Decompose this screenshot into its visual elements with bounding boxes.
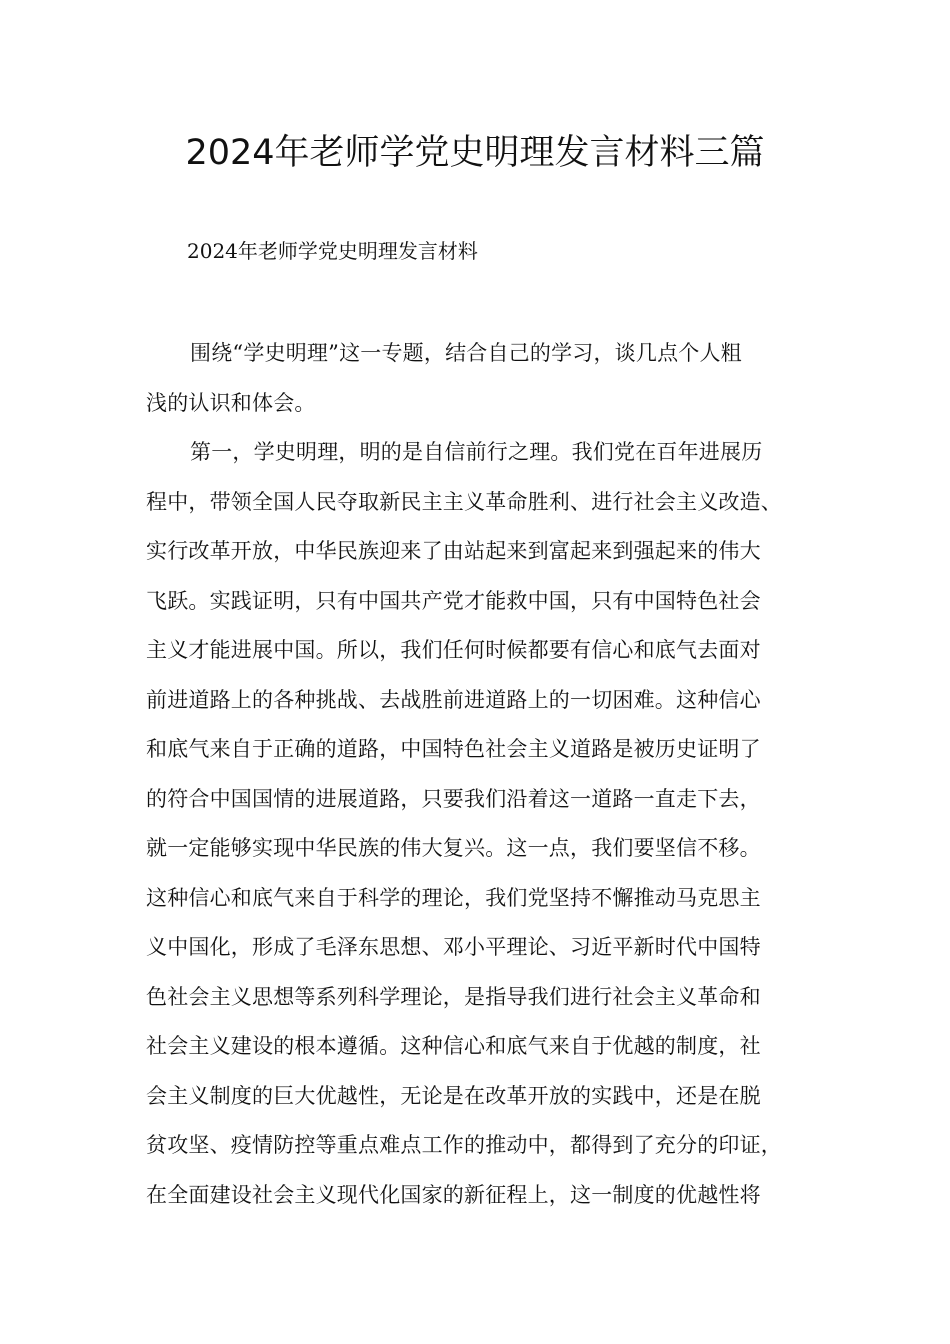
body-line: 主义才能进展中国。所以，我们任何时候都要有信心和底气去面对 [146,638,761,662]
body-line: 贫攻坚、疫情防控等重点难点工作的推动中，都得到了充分的印证， [146,1133,782,1157]
body-line: 在全面建设社会主义现代化国家的新征程上，这一制度的优越性将 [146,1182,761,1207]
body-line: 会主义制度的巨大优越性，无论是在改革开放的实践中，还是在脱 [146,1083,761,1108]
body-line: 社会主义建设的根本遵循。这种信心和底气来自于优越的制度，社 [146,1034,761,1058]
body-line: 前进道路上的各种挑战、去战胜前进道路上的一切困难。这种信心 [146,687,761,712]
document-subtitle: 2024年老师学党史明理发言材料 [187,239,478,263]
body-line: 浅的认识和体会。 [146,390,316,415]
body-line: 飞跃。实践证明，只有中国共产党才能救中国，只有中国特色社会 [146,588,761,613]
body-line: 色社会主义思想等系列科学理论，是指导我们进行社会主义革命和 [146,984,761,1009]
body-line: 程中，带领全国人民夺取新民主主义革命胜利、进行社会主义改造、 [146,489,782,514]
document-body [146,336,836,1227]
body-line: 实行改革开放，中华民族迎来了由站起来到富起来到强起来的伟大 [146,539,761,563]
document-title: 2024年老师学党史明理发言材料三篇 [185,133,765,173]
body-line: 围绕“学史明理”这一专题，结合自己的学习，谈几点个人粗 [190,341,742,365]
body-line: 这种信心和底气来自于科学的理论，我们党坚持不懈推动马克思主 [146,885,761,910]
body-line: 就一定能够实现中华民族的伟大复兴。这一点，我们要坚信不移。 [146,836,761,860]
body-line: 第一，学史明理，明的是自信前行之理。我们党在百年进展历 [190,440,763,464]
body-line: 义中国化，形成了毛泽东思想、邓小平理论、习近平新时代中国特 [146,935,761,959]
body-line: 的符合中国国情的进展道路，只要我们沿着这一道路一直走下去， [146,786,761,811]
body-line: 和底气来自于正确的道路，中国特色社会主义道路是被历史证明了 [146,737,761,761]
